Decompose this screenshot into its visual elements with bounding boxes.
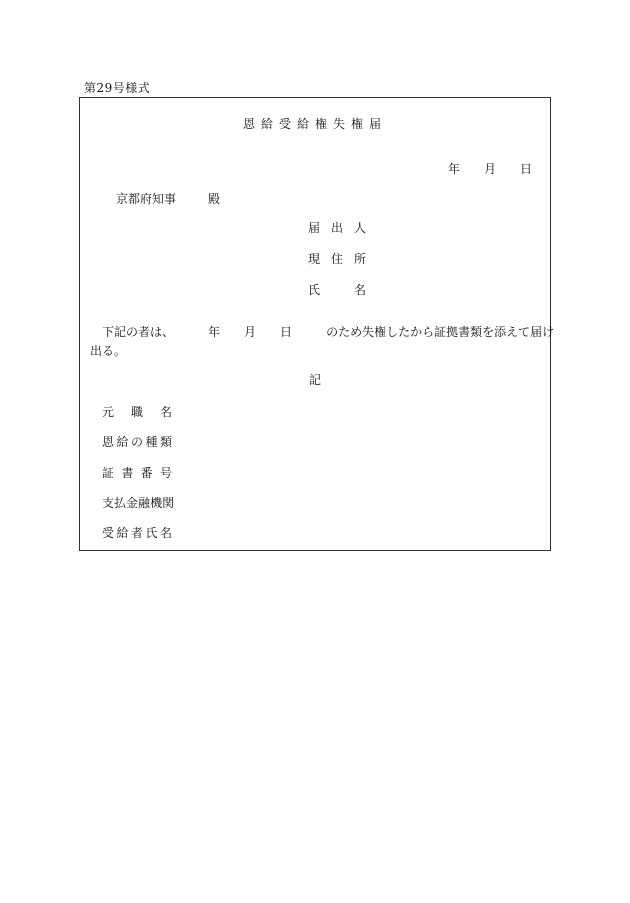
applicant-label [308,219,366,236]
applicant-name-label [308,281,366,298]
body-suffix: のため失権したから証拠書類を添えて届け [326,325,555,339]
form-title: 恩給受給権失権届 [242,117,387,131]
item-char: 号 [159,466,172,480]
address-label-char: 住 [330,252,343,266]
address-label-char: 所 [353,252,366,266]
item-char: 氏 [145,526,158,540]
ki-heading: 記 [308,373,321,387]
applicant-label-char: 人 [353,221,366,235]
date-month-label: 月 [484,162,497,176]
body-text-line-2: 出る。 [90,344,127,358]
item-char: 証 [102,466,115,480]
item-char: 支 [102,496,115,510]
date-year-label: 年 [448,162,461,176]
item-char: 給 [116,526,129,540]
current-address-label [308,250,366,267]
body-prefix: 下記の者は、 [102,325,175,339]
item-pension-type-label [102,433,172,450]
applicant-label-char: 出 [330,221,343,235]
name-label-char: 名 [353,283,366,297]
item-char: 書 [121,466,134,480]
body-text-line-1 [102,323,554,340]
item-char: 恩 [102,435,115,449]
item-char: 職 [130,405,143,419]
body-month-label: 月 [244,325,257,339]
item-char: 払 [114,496,127,510]
item-char: 機 [150,496,163,510]
item-char: 番 [140,466,153,480]
item-char: 給 [116,435,129,449]
item-recipient-name-label [102,524,172,541]
item-former-position-label [102,403,172,420]
item-char: 種 [145,435,158,449]
address-label-char: 現 [308,252,321,266]
item-char: 受 [102,526,115,540]
addressee-name: 京都府知事 [116,192,177,206]
item-char: 関 [162,496,175,510]
item-char: 名 [159,526,172,540]
item-char: 類 [159,435,172,449]
item-char: 名 [159,405,172,419]
name-label-char: 氏 [308,283,321,297]
date-day-label: 日 [520,162,533,176]
item-certificate-number-label [102,464,172,481]
applicant-label-char: 届 [308,221,321,235]
body-day-label: 日 [280,325,293,339]
item-char: 者 [130,526,143,540]
body-year-label: 年 [208,325,221,339]
item-char: 元 [102,405,115,419]
form-frame [79,97,555,551]
item-char: 金 [126,496,139,510]
item-char: の [130,435,143,449]
form-number: 第29号様式 [84,81,151,95]
item-char: 融 [138,496,151,510]
item-payment-institution-label [102,494,175,511]
addressee-honorific: 殿 [208,192,221,206]
